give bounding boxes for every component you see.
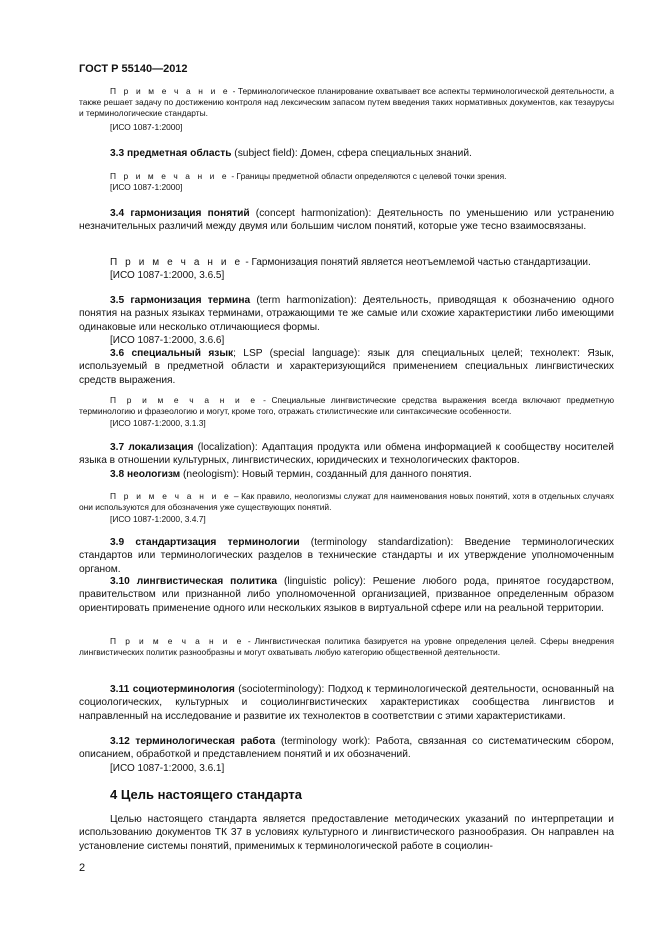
definition-3-4 [79,207,614,234]
definition-text: (subject field): Домен, сфера специальных знаний. [231,148,472,159]
definition-3-12 [79,735,614,762]
note-label: П р и м е ч а н и е [110,636,244,646]
note-text: - Лингвистическая политика базируется на уровне определения целей. Сферы внедрения лингвистических политик разнообразны и могут охватывать любую категорию общественной деятельности. [79,636,614,657]
note-text: - Терминологическое планирование охватывает все аспекты терминологической деятельности, а также решает задачу по достижению контроля над лексическим запасом путем введения таких нормативных документов, как тезаурусы и терминологические стандарты. [79,86,614,118]
definition-text: (neologism): Новый термин, созданный для данного понятия. [180,469,472,480]
note-reference: [ИСО 1087-1:2000, 3.4.7] [110,514,206,524]
definition-text: (concept harmonization): Деятельность по уменьшению или устранению незначительных различий между двумя или большим числом понятий, которые уже тесно взаимосвязаны. [79,208,614,233]
definition-3-3 [79,147,614,160]
definition-3-8 [79,468,614,481]
note-reference: [ИСО 1087-1:2000] [110,182,183,192]
note-concept-harmonization [79,256,614,269]
note-reference: [ИСО 1087-1:2000, 3.6.5] [110,270,225,281]
definition-text: (socioterminology): Подход к терминологической деятельности, основанный на социологических, культурных и социолингвистических характеристиках сообщества лингвистов и направленный на исследование и развитие их технолектов в соответствии с этими характеристиками. [79,684,614,722]
note-label: П р и м е ч а н и е [110,491,232,501]
note-text: - Специальные лингвистические средства выражения всегда включают предметную терминологию и фразеологию и могут, кроме того, отражать стилистические или синтаксические особенности. [79,395,614,416]
term: 3.6 специальный язык [110,348,234,359]
definition-text: (term harmonization): Деятельность, приводящая к обозначению одного понятия на разных языках терминами, отражающими те же самые или схожие характеристики либо имеющими одинаковые или несколько отличающиеся формы. [79,295,614,333]
term: 3.12 терминологическая работа [110,736,276,747]
definition-3-6 [79,347,614,387]
definition-text: (localization): Адаптация продукта или обмена информацией к сообществу носителей языка в отношении культурных, лингвистических, юридических и технологических факторов. [79,442,614,467]
definition-3-7 [79,441,614,468]
note-reference: [ИСО 1087-1:2000] [110,122,183,132]
definition-text: (terminology work): Работа, связанная со систематическим сбором, описанием, обработкой и представлением понятий и их обозначений. [79,736,614,761]
term: 3.7 локализация [110,442,194,453]
note-label: П р и м е ч а н и е [110,395,258,405]
definition-3-10 [79,575,614,615]
definition-3-9 [79,536,614,576]
note-subject-field [79,171,614,182]
document-header: ГОСТ Р 55140—2012 [79,63,188,75]
term: 3.10 лингвистическая политика [110,576,278,587]
term: 3.5 гармонизация термина [110,295,251,306]
note-text: - Гармонизация понятий является неотъемлемой частью стандартизации. [242,257,591,268]
note-text: - Границы предметной области определяются с целевой точки зрения. [229,171,507,181]
note-reference: [ИСО 1087-1:2000, 3.1.3] [110,418,206,428]
note-planning [79,86,614,119]
note-neologism [79,491,614,513]
definition-text: ; LSP (special language): язык для специальных целей; технолект: Язык, используемый в предметной области и характеризующийся применением специальных лингвистических средств выражения. [79,348,614,386]
definition-reference: [ИСО 1087-1:2000, 3.6.1] [110,763,225,774]
definition-3-11 [79,683,614,723]
note-label: П р и м е ч а н и е [110,257,243,268]
term: 3.9 стандартизация терминологии [110,537,300,548]
note-label: П р и м е ч а н и е [110,86,231,96]
term: 3.8 неологизм [110,469,181,480]
page-number: 2 [79,862,86,874]
note-text: – Как правило, неологизмы служат для наименования новых понятий, хотя в отдельных случаях они используются для обозначения уже существующих понятий. [79,491,614,512]
note-special-language [79,395,614,417]
definition-3-5 [79,294,614,334]
term: 3.3 предметная область [110,148,232,159]
term: 3.11 социотерминология [110,684,235,695]
section-4-text: Целью настоящего стандарта является предоставление методических указаний по интерпретации и использованию документов ТК 37 в условиях культурного и лингвистического разнообразия. Он направлен на установление системы понятий, применимых к терминологической работе в социолин- [79,814,614,852]
term: 3.4 гармонизация понятий [110,208,250,219]
note-label: П р и м е ч а н и е [110,171,230,181]
definition-reference: [ИСО 1087-1:2000, 3.6.6] [110,335,225,346]
note-linguistic-policy [79,636,614,658]
definition-text: (terminology standardization): Введение терминологических стандартов или терминологических разделов в технические стандарты и их утверждение уполномоченным органом. [79,537,614,575]
section-title: 4 Цель настоящего стандарта [110,787,302,802]
definition-text: (linguistic policy): Решение любого рода, принятое государством, правительством или признанной либо уполномоченной организацией, призванное определенным образом ориентировать применение одного или нескольких языков в виртуальной сфере или на реальной территории. [79,576,615,614]
